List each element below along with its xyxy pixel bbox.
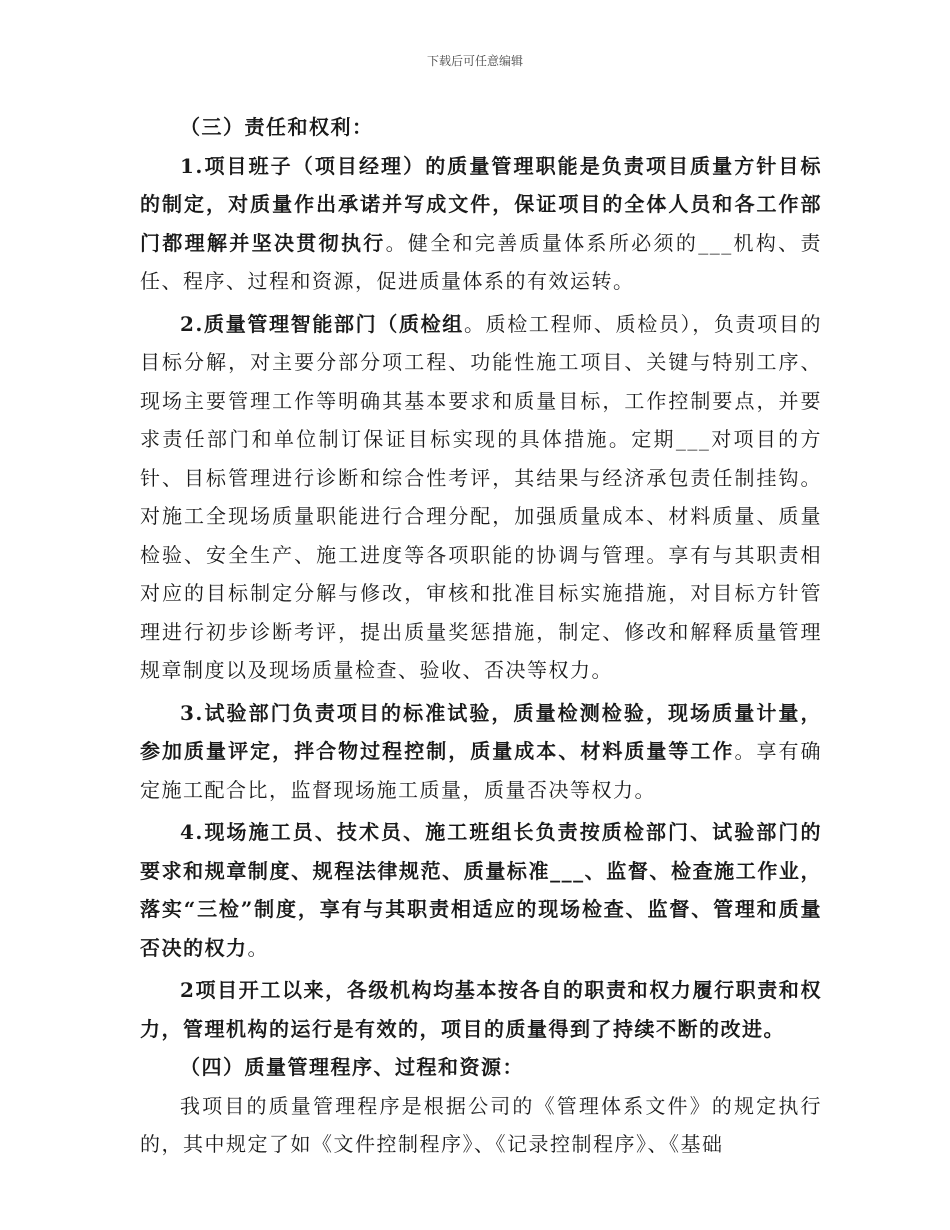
paragraph-4 — [140, 813, 822, 967]
paragraph-1 — [140, 147, 822, 301]
paragraph-6: 我项目的质量管理程序是根据公司的《管理体系文件》的规定执行的，其中规定了如《文件控制程序》、《记录控制程序》、《基础 — [140, 1093, 822, 1156]
paragraph-2-bold: 2.质量管理智能部门（质检组 — [180, 311, 464, 336]
document-body — [140, 108, 822, 1164]
paragraph-5 — [140, 971, 822, 1048]
paragraph-4-bold: 4.现场施工员、技术员、施工班组长负责按质检部门、试验部门的要求和规章制度、规程法律规范、质量标准___、监督、检查施工作业，落实“三检”制度，享有与其职责相适应的现场检查、监督、管理和质量否决的权力 — [140, 820, 822, 960]
section-heading-3: （三）责任和权利： — [180, 115, 374, 139]
page-header: 下载后可任意编辑 — [426, 54, 523, 68]
paragraph-2 — [140, 305, 822, 690]
paragraph-5-bold: 2项目开工以来，各级机构均基本按各自的职责和权力履行职责和权力，管理机构的运行是有效的，项目的质量得到了持续不断的改进。 — [140, 978, 822, 1041]
paragraph-3-bold: 3.试验部门负责项目的标准试验，质量检测检验，现场质量计量，参加质量评定，拌合物过程控制，质量成本、材料质量等工作 — [140, 700, 822, 763]
paragraph-2-text: 。质检工程师、质检员），负责项目的目标分解，对主要分部分项工程、功能性施工项目、关键与特别工序、现场主要管理工作等明确其基本要求和质量目标，工作控制要点，并要求责任部门和单位制订保证目标实现的具体措施。定期___对项目的方针、目标管理进行诊断和综合性考评，其结果与经济承包责任制挂钩。对施工全现场质量职能进行合理分配，加强质量成本、材料质量、质量检验、安全生产、施工进度等各项职能的协调与管理。享有与其职责相对应的目标制定分解与修改，审核和批准目标实施措施，对目标方针管理进行初步诊断考评，提出质量奖惩措施，制定、修改和解释质量管理规章制度以及现场质量检查、验收、否决等权力。 — [140, 311, 822, 682]
paragraph-4-text: 。 — [247, 935, 269, 960]
paragraph-3-text: 。享有确定施工配合比，监督现场施工质量，质量否决等权力。 — [140, 739, 823, 802]
paragraph-3 — [140, 694, 822, 810]
paragraph-1-bold: 1.项目班子（项目经理）的质量管理职能是负责项目质量方针目标的制定，对质量作出承诺并写成文件，保证项目的全体人员和各工作部门都理解并坚决贯彻执行 — [140, 153, 822, 255]
section-heading-4: （四）质量管理程序、过程和资源： — [180, 1055, 524, 1079]
paragraph-1-text: 。健全和完善质量体系所必须的___机构、责任、程序、过程和资源，促进质量体系的有效运转。 — [140, 230, 823, 293]
